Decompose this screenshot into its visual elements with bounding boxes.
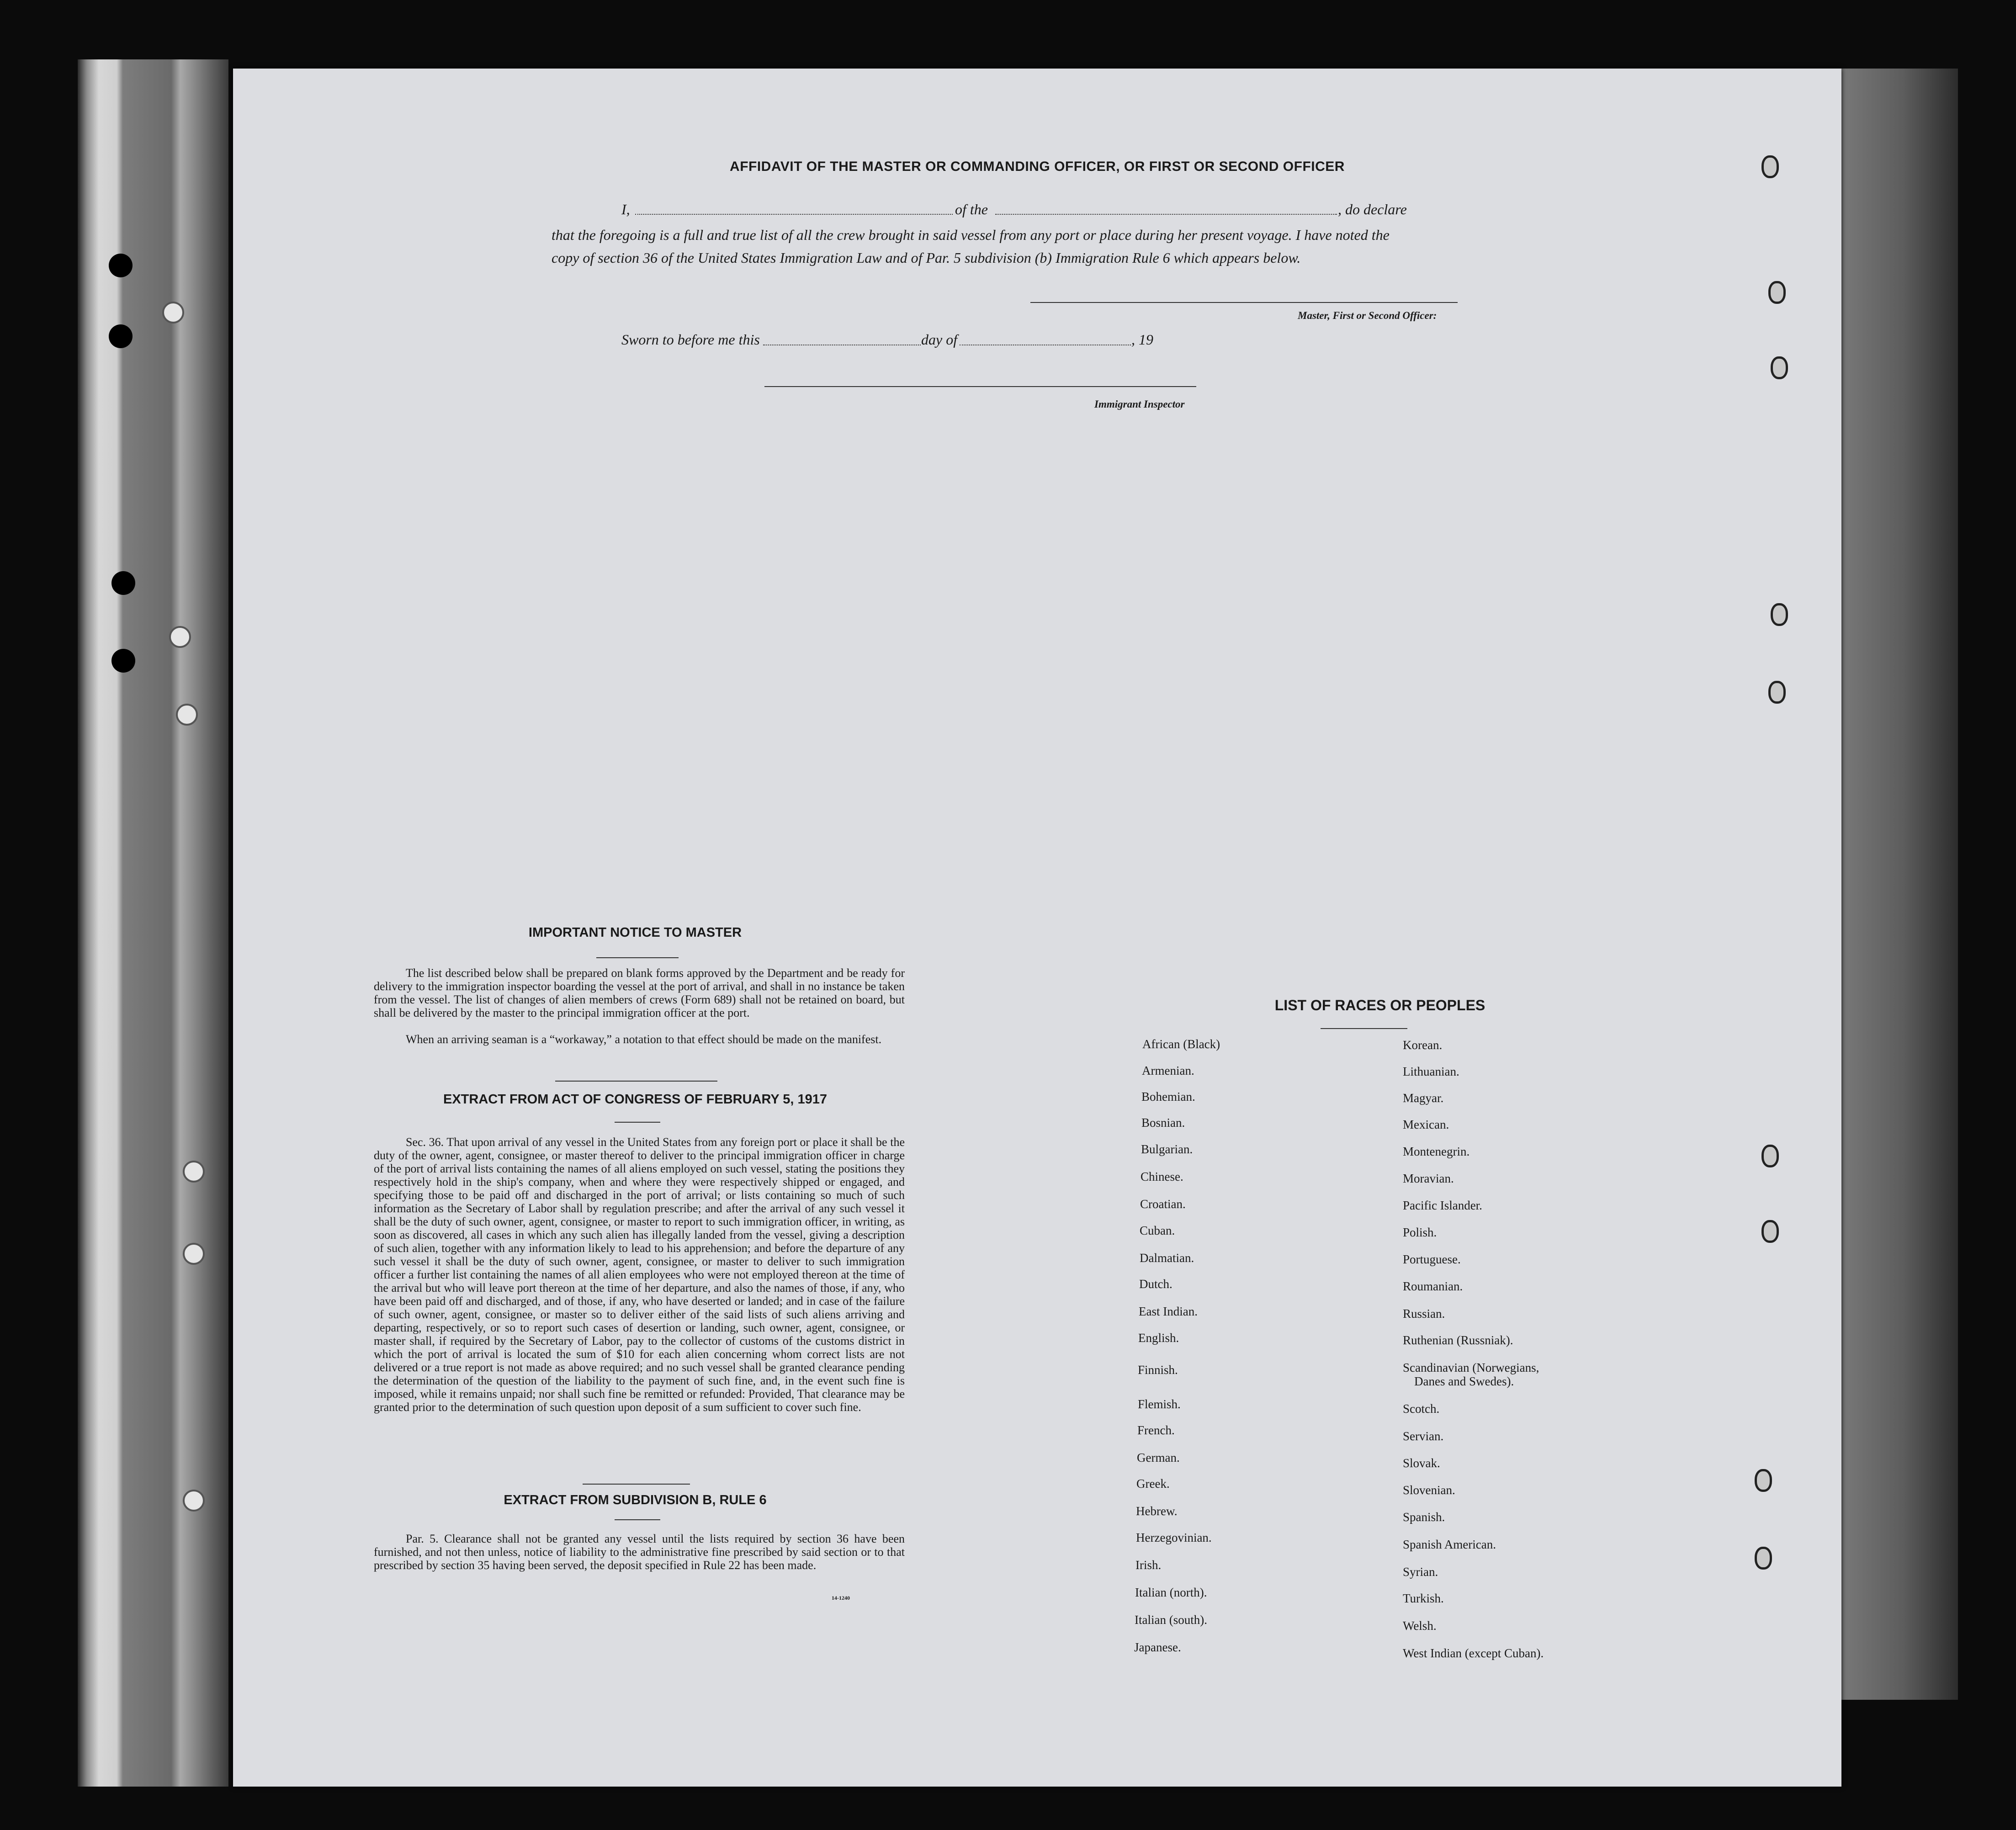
race-item: French. [1137, 1423, 1175, 1437]
race-item: Scandinavian (Norwegians, [1403, 1361, 1539, 1374]
race-item: Spanish. [1403, 1510, 1445, 1524]
binder-hole-icon [109, 324, 133, 348]
form-number: 14-1240 [832, 1595, 850, 1601]
race-item: African (Black) [1142, 1037, 1220, 1051]
race-item: Danes and Swedes). [1414, 1374, 1514, 1388]
race-item: Slovak. [1403, 1456, 1440, 1470]
notice-paragraph-1: The list described below shall be prepared on blank forms approved by the Department and be ready for delivery to the immigration inspector boarding the vessel at the port of arrival, and shall in no instance be taken from the vessel. The list of changes of alien members of crews (Form 689) shall not be retained on board, but shall be delivered by the master to the principal immigration officer at the port. [374, 966, 905, 1019]
binder-hole-icon [111, 571, 135, 595]
race-item: East Indian. [1139, 1305, 1198, 1318]
race-item: German. [1137, 1451, 1180, 1464]
race-item: Japanese. [1134, 1640, 1181, 1654]
race-item: Flemish. [1138, 1397, 1181, 1411]
race-item: Dalmatian. [1140, 1251, 1194, 1265]
race-item: Chinese. [1141, 1170, 1183, 1183]
race-item: Magyar. [1403, 1091, 1444, 1105]
race-item: Croatian. [1140, 1197, 1186, 1211]
binder-hole-icon [183, 1161, 205, 1183]
race-item: Irish. [1135, 1558, 1162, 1572]
act-extract-title: EXTRACT FROM ACT OF CONGRESS OF FEBRUARY 5, 1917 [443, 1092, 828, 1107]
vessel-name-field[interactable] [995, 214, 1337, 215]
rule-extract-top-rule [583, 1484, 690, 1485]
binder-ring-icon [1755, 1547, 1772, 1570]
race-item: Italian (south). [1135, 1613, 1207, 1627]
rule-extract-title-rule [615, 1519, 660, 1520]
inspector-caption: Immigrant Inspector [1094, 398, 1185, 410]
race-item: Syrian. [1403, 1565, 1438, 1579]
binder-hole-icon [111, 649, 135, 673]
race-item: Polish. [1403, 1225, 1437, 1239]
master-signature-line[interactable] [1030, 302, 1458, 303]
notice-title-rule [596, 957, 679, 958]
binder-left-strip [78, 59, 228, 1787]
notice-title: IMPORTANT NOTICE TO MASTER [528, 925, 742, 940]
binder-ring-icon [1761, 1145, 1779, 1167]
affidavit-title: AFFIDAVIT OF THE MASTER OR COMMANDING OFFICER, OR FIRST OR SECOND OFFICER [730, 159, 1345, 174]
race-item: Slovenian. [1403, 1483, 1455, 1497]
act-extract-title-rule [615, 1122, 660, 1123]
races-title: LIST OF RACES OR PEOPLES [1274, 997, 1485, 1013]
notice-paragraph-2: When an arriving seaman is a “workaway,” a notation to that effect should be made on the manifest. [406, 1033, 882, 1046]
act-extract-top-rule [555, 1081, 717, 1082]
rule-extract-title: EXTRACT FROM SUBDIVISION B, RULE 6 [504, 1493, 767, 1507]
affidavit-do-declare-label: , do declare [1338, 201, 1407, 217]
race-item: Bulgarian. [1141, 1142, 1193, 1156]
binder-hole-icon [183, 1490, 205, 1512]
race-item: Roumanian. [1403, 1279, 1463, 1293]
race-item: Portuguese. [1403, 1252, 1461, 1266]
race-item: Welsh. [1403, 1619, 1437, 1633]
race-item: Hebrew. [1136, 1504, 1178, 1518]
affidavit-line-3: copy of section 36 of the United States Immigration Law and of Par. 5 subdivision (b) Immigration Rule 6 which appears below. [552, 249, 1301, 266]
race-item: Spanish American. [1403, 1538, 1496, 1551]
race-item: Greek. [1136, 1477, 1170, 1491]
race-item: Pacific Islander. [1403, 1199, 1482, 1212]
race-item: English. [1138, 1331, 1179, 1345]
sworn-text: Sworn to before me this [621, 331, 760, 348]
binder-ring-icon [1768, 681, 1786, 704]
binder-hole-icon [109, 254, 133, 277]
race-item: Mexican. [1403, 1118, 1449, 1131]
race-item: Bosnian. [1141, 1116, 1185, 1130]
binder-ring-icon [1761, 1220, 1779, 1243]
race-item: Russian. [1403, 1307, 1445, 1321]
binder-hole-icon [162, 302, 184, 324]
race-item: Armenian. [1142, 1064, 1194, 1077]
race-item: Ruthenian (Russniak). [1403, 1333, 1513, 1347]
inspector-signature-line[interactable] [764, 386, 1196, 387]
race-item: Herzegovinian. [1136, 1531, 1212, 1544]
binder-hole-icon [176, 704, 198, 726]
affidavit-i-label: I, [621, 201, 630, 217]
binder-right-strip [1821, 69, 1958, 1700]
binder-hole-icon [183, 1243, 205, 1265]
race-item: Cuban. [1140, 1224, 1175, 1237]
race-item: Scotch. [1403, 1402, 1440, 1416]
officer-name-field[interactable] [635, 214, 953, 215]
affidavit-line-2: that the foregoing is a full and true list of all the crew brought in said vessel from any port or place during her present voyage. I have noted the [552, 227, 1390, 243]
races-title-rule [1321, 1028, 1407, 1029]
race-item: Finnish. [1138, 1363, 1178, 1377]
race-item: Moravian. [1403, 1172, 1454, 1185]
race-item: Servian. [1403, 1429, 1444, 1443]
document-page [233, 69, 1841, 1787]
affidavit-of-the-label: of the [955, 201, 988, 217]
binder-ring-icon [1768, 281, 1786, 304]
race-item: Montenegrin. [1403, 1145, 1470, 1158]
race-item: Italian (north). [1135, 1586, 1207, 1599]
race-item: Bohemian. [1141, 1090, 1195, 1103]
race-item: Dutch. [1139, 1277, 1172, 1291]
rule-extract-text: Par. 5. Clearance shall not be granted any vessel until the lists required by section 36 have been furnished, and not then unless, notice of liability to the administrative fine prescribed by said section or to that prescribed by section 35 having been served, the deposit specified in Rule 22 has been made. [374, 1532, 905, 1572]
race-item: West Indian (except Cuban). [1403, 1646, 1544, 1660]
binder-ring-icon [1771, 603, 1788, 626]
master-signature-caption: Master, First or Second Officer: [1298, 310, 1437, 321]
day-of-label: day of [921, 331, 958, 348]
year-prefix-label: , 19 [1131, 331, 1153, 348]
race-item: Turkish. [1403, 1591, 1444, 1605]
binder-hole-icon [169, 626, 191, 648]
binder-ring-icon [1755, 1469, 1772, 1492]
race-item: Korean. [1403, 1038, 1443, 1052]
act-extract-text: Sec. 36. That upon arrival of any vessel in the United States from any foreign port or place it shall be the duty of the owner, agent, consignee, or master thereof to deliver to the principal immigration officer in charge of the port of arrival lists containing the names of all aliens employed on such vessel, stating the positions they respectively hold in the ship's company, when and where they were respectively shipped or engaged, and specifying those to be paid off and discharged in the port of arrival; or lists containing so much of such information as the Secretary of Labor shall by regulation prescribe; and after the arrival of any such vessel it shall be the duty of such owner, agent, consignee, or master to report to such immigration officer, in writing, as soon as discovered, all cases in which any such alien has illegally landed from the vessel, giving a description of such alien, together with any information likely to lead to his apprehension; and before the departure of any such vessel it shall be the duty of such owner, agent, consignee, or master to deliver to such immigration officer a further list containing the names of all alien employees who were not employed thereon at the time of the arrival but who will leave port thereon at the time of her departure, and also the names of those, if any, who have been paid off and discharged, and of those, if any, who have deserted or landed; and in case of the failure of such owner, agent, consignee, or master so to deliver either of the said lists of such aliens arriving and departing, respectively, or so to report such cases of desertion or landing, such owner, agent, consignee, or master shall, if required by the Secretary of Labor, pay to the collector of customs of the customs district in which the port of arrival is located the sum of $10 for each alien concerning whom correct lists are not delivered or a true report is not made as above required; and no such vessel shall be granted clearance pending the determination of the question of the liability to the payment of such fine, and, in the event such fine is imposed, while it remains unpaid; nor shall such fine be remitted or refunded: Provided, That clearance may be granted prior to the determination of such question upon deposit of a sum sufficient to cover such fine. [374, 1135, 905, 1414]
binder-ring-icon [1771, 356, 1788, 379]
race-item: Lithuanian. [1403, 1065, 1459, 1078]
